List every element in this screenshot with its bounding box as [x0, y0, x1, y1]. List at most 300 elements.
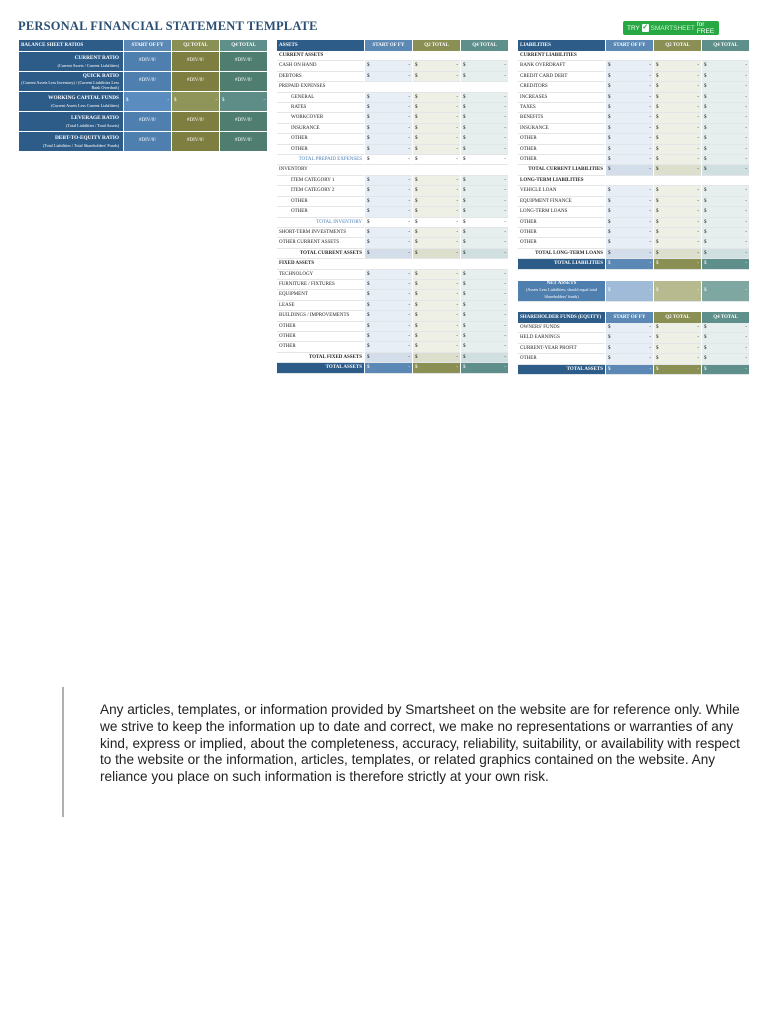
value-start[interactable] — [365, 353, 412, 363]
value-dash: - — [649, 63, 651, 69]
value-start[interactable] — [365, 363, 412, 373]
page-title: PERSONAL FINANCIAL STATEMENT TEMPLATE — [18, 19, 318, 33]
net-assets-label: NET ASSETS (Assets Less Liabilities; should equal total Shareholders' funds) — [518, 281, 605, 302]
ratio-row — [19, 72, 267, 92]
value-q4[interactable] — [702, 124, 749, 134]
ratio-label — [19, 132, 123, 152]
value-q2[interactable] — [413, 113, 460, 123]
currency-symbol: $ — [608, 115, 611, 121]
value-q4[interactable] — [702, 249, 749, 259]
currency-symbol: $ — [704, 345, 707, 351]
row-label: ITEM CATEGORY 2 — [277, 186, 364, 196]
value-q2[interactable] — [413, 176, 460, 186]
value-dash: - — [504, 198, 506, 204]
value-q4[interactable] — [461, 134, 508, 144]
value-start[interactable] — [606, 238, 653, 248]
value-dash: - — [649, 136, 651, 142]
value-q4[interactable] — [702, 103, 749, 113]
ratio-value-q4[interactable]: #DIV/0! — [220, 72, 267, 92]
ratio-value-start[interactable]: #DIV/0! — [124, 72, 171, 92]
value-q4[interactable] — [461, 145, 508, 155]
currency-symbol: $ — [367, 146, 370, 152]
ratio-name: LEVERAGE RATIO — [70, 115, 119, 122]
currency-symbol: $ — [704, 105, 707, 111]
value-q2[interactable] — [413, 124, 460, 134]
value-q4[interactable] — [461, 322, 508, 332]
row-label: CURRENT LIABILITIES — [518, 51, 605, 61]
badge-try: TRY — [627, 24, 640, 32]
ratio-value-start[interactable]: #DIV/0! — [124, 112, 171, 132]
value-start[interactable] — [606, 61, 653, 71]
ratio-value-q2[interactable]: #DIV/0! — [172, 72, 219, 92]
value-q2[interactable] — [413, 353, 460, 363]
currency-symbol: $ — [415, 125, 418, 131]
value-start[interactable] — [606, 145, 653, 155]
value-q2[interactable] — [654, 323, 701, 333]
value-dash: - — [456, 146, 458, 152]
value-q4[interactable] — [702, 238, 749, 248]
value-start[interactable] — [365, 93, 412, 103]
value-start[interactable] — [365, 103, 412, 113]
value-q4[interactable] — [702, 155, 749, 165]
value-dash: - — [697, 366, 699, 372]
ratio-value-start[interactable]: #DIV/0! — [124, 132, 171, 152]
value-start[interactable] — [606, 113, 653, 123]
currency-symbol: $ — [367, 229, 370, 235]
value-start[interactable] — [365, 311, 412, 321]
ratio-name: WORKING CAPITAL FUNDS — [48, 95, 119, 102]
value-q2[interactable] — [654, 344, 701, 354]
value-q4[interactable] — [702, 82, 749, 92]
currency-symbol: $ — [704, 63, 707, 69]
value-dash: - — [456, 271, 458, 277]
value-q4[interactable] — [702, 134, 749, 144]
value-q4[interactable] — [702, 323, 749, 333]
currency-symbol: $ — [704, 115, 707, 121]
value-q2[interactable] — [654, 259, 701, 269]
currency-symbol: $ — [656, 366, 659, 372]
ratio-value-q2[interactable]: #DIV/0! — [172, 52, 219, 72]
value-dash: - — [456, 125, 458, 131]
value-dash: - — [504, 105, 506, 111]
value-start[interactable] — [606, 323, 653, 333]
value-dash: - — [167, 98, 169, 104]
value-q4[interactable] — [702, 197, 749, 207]
value-dash: - — [745, 188, 747, 194]
ratio-value-start[interactable]: #DIV/0! — [124, 52, 171, 72]
value-start[interactable] — [365, 290, 412, 300]
value-q4 — [461, 259, 508, 269]
value-q4[interactable] — [461, 290, 508, 300]
value-q2 — [413, 82, 460, 92]
value-q2[interactable] — [413, 134, 460, 144]
value-q2[interactable] — [413, 249, 460, 259]
currency-symbol: $ — [367, 323, 370, 329]
value-dash: - — [504, 136, 506, 142]
value-start[interactable] — [606, 165, 653, 175]
value-q4[interactable] — [702, 93, 749, 103]
value-dash: - — [504, 344, 506, 350]
currency-symbol: $ — [415, 323, 418, 329]
row-label: INCREASES — [518, 93, 605, 103]
value-q2[interactable] — [413, 228, 460, 238]
disclaimer-box — [62, 687, 744, 817]
value-dash: - — [408, 344, 410, 350]
value-q4[interactable] — [461, 207, 508, 217]
value-start[interactable] — [606, 333, 653, 343]
value-q2[interactable] — [654, 165, 701, 175]
currency-symbol: $ — [463, 157, 466, 163]
ratio-row — [19, 112, 267, 132]
value-q2[interactable] — [654, 186, 701, 196]
value-start[interactable] — [606, 344, 653, 354]
value-start[interactable] — [365, 124, 412, 134]
row-label: FIXED ASSETS — [277, 259, 364, 269]
ratios-header: BALANCE SHEET RATIOS — [19, 40, 123, 52]
value-q4[interactable] — [702, 344, 749, 354]
value-start[interactable] — [365, 270, 412, 280]
currency-symbol: $ — [704, 167, 707, 173]
value-q2[interactable] — [654, 145, 701, 155]
currency-symbol: $ — [656, 167, 659, 173]
value-q2[interactable] — [413, 301, 460, 311]
value-q2[interactable] — [413, 270, 460, 280]
value-q2[interactable] — [654, 155, 701, 165]
table-row — [518, 103, 749, 113]
liabilities-header: LIABILITIES — [518, 40, 605, 51]
value-start[interactable] — [606, 228, 653, 238]
value-dash: - — [408, 188, 410, 194]
value-q4[interactable] — [461, 61, 508, 71]
value-start[interactable] — [365, 218, 412, 228]
value-dash: - — [504, 177, 506, 183]
value-start[interactable] — [365, 207, 412, 217]
table-row — [277, 332, 508, 342]
value-dash: - — [456, 115, 458, 121]
value-start[interactable] — [365, 228, 412, 238]
value-start[interactable] — [365, 155, 412, 165]
ratio-value-start[interactable] — [124, 92, 171, 112]
value-dash: - — [649, 366, 651, 372]
value-dash: - — [697, 188, 699, 194]
value-q2[interactable] — [413, 93, 460, 103]
value-start[interactable] — [365, 332, 412, 342]
row-label: OTHER — [277, 342, 364, 352]
value-q4[interactable] — [461, 311, 508, 321]
table-row — [518, 176, 749, 186]
value-q4[interactable] — [461, 280, 508, 290]
value-start[interactable] — [606, 155, 653, 165]
value-q4[interactable] — [702, 165, 749, 175]
value-start[interactable] — [606, 207, 653, 217]
value-q4[interactable] — [702, 228, 749, 238]
value-start[interactable] — [606, 72, 653, 82]
value-dash: - — [697, 115, 699, 121]
value-start[interactable] — [365, 197, 412, 207]
value-q2[interactable] — [413, 145, 460, 155]
value-start[interactable] — [606, 259, 653, 269]
row-label: TAXES — [518, 103, 605, 113]
row-label: BUILDINGS / IMPROVEMENTS — [277, 311, 364, 321]
value-q2[interactable] — [654, 72, 701, 82]
currency-symbol: $ — [415, 188, 418, 194]
currency-symbol: $ — [608, 146, 611, 152]
value-start[interactable] — [606, 103, 653, 113]
value-q4[interactable] — [461, 155, 508, 165]
currency-symbol: $ — [367, 73, 370, 79]
value-q2[interactable] — [413, 238, 460, 248]
value-dash: - — [697, 94, 699, 100]
value-dash: - — [649, 125, 651, 131]
value-q2[interactable] — [413, 332, 460, 342]
currency-symbol: $ — [367, 344, 370, 350]
value-start[interactable] — [606, 197, 653, 207]
row-label: TOTAL LONG-TERM LOANS — [518, 249, 605, 259]
currency-symbol: $ — [415, 73, 418, 79]
value-dash: - — [697, 356, 699, 362]
value-start[interactable] — [365, 145, 412, 155]
value-q4[interactable] — [461, 270, 508, 280]
value-start[interactable] — [606, 82, 653, 92]
value-dash: - — [504, 209, 506, 215]
value-q2[interactable] — [413, 311, 460, 321]
value-q4[interactable] — [702, 259, 749, 269]
table-row — [277, 259, 508, 269]
value-dash: - — [504, 323, 506, 329]
value-start[interactable] — [606, 365, 653, 375]
value-q4[interactable] — [461, 176, 508, 186]
ratio-value-q4[interactable]: #DIV/0! — [220, 132, 267, 152]
currency-symbol: $ — [367, 63, 370, 69]
currency-symbol: $ — [415, 94, 418, 100]
ratio-value-q4[interactable]: #DIV/0! — [220, 112, 267, 132]
value-q2[interactable] — [413, 197, 460, 207]
value-q4[interactable] — [461, 238, 508, 248]
currency-symbol: $ — [415, 240, 418, 246]
value-q4[interactable] — [461, 363, 508, 373]
value-q4[interactable] — [461, 301, 508, 311]
value-q2[interactable] — [654, 197, 701, 207]
value-q2[interactable] — [413, 103, 460, 113]
value-q2[interactable] — [654, 113, 701, 123]
ratio-value-q2[interactable]: #DIV/0! — [172, 112, 219, 132]
col-start: START OF FY — [124, 40, 171, 52]
value-start[interactable] — [365, 322, 412, 332]
row-label: WORKCOVER — [277, 113, 364, 123]
value-dash: - — [649, 240, 651, 246]
value-dash: - — [745, 325, 747, 330]
value-start[interactable] — [606, 249, 653, 259]
value-q2[interactable] — [654, 103, 701, 113]
value-q4[interactable] — [702, 365, 749, 375]
value-q2[interactable] — [654, 134, 701, 144]
value-q4[interactable] — [461, 249, 508, 259]
table-row — [277, 228, 508, 238]
value-q4[interactable] — [702, 186, 749, 196]
value-dash: - — [504, 125, 506, 131]
value-start[interactable] — [365, 72, 412, 82]
currency-symbol: $ — [704, 219, 707, 225]
value-start[interactable] — [606, 354, 653, 364]
value-q2[interactable] — [413, 280, 460, 290]
table-row — [277, 51, 508, 61]
table-row — [518, 134, 749, 144]
value-start[interactable] — [365, 249, 412, 259]
value-start[interactable] — [365, 176, 412, 186]
value-q4[interactable] — [461, 353, 508, 363]
value-start[interactable] — [365, 61, 412, 71]
value-start[interactable] — [365, 342, 412, 352]
currency-symbol: $ — [704, 198, 707, 204]
currency-symbol: $ — [367, 302, 370, 308]
value-q2[interactable] — [413, 207, 460, 217]
value-dash: - — [408, 219, 410, 225]
currency-symbol: $ — [174, 98, 177, 104]
value-q4[interactable] — [461, 218, 508, 228]
value-dash: - — [408, 333, 410, 339]
currency-symbol: $ — [656, 84, 659, 90]
currency-symbol: $ — [608, 63, 611, 69]
table-row — [277, 270, 508, 280]
value-q4[interactable] — [461, 332, 508, 342]
ratio-value-q4[interactable] — [220, 92, 267, 112]
currency-symbol: $ — [656, 219, 659, 225]
value-start[interactable] — [365, 280, 412, 290]
ratio-value-q2[interactable] — [172, 92, 219, 112]
net-assets-start: $ - — [606, 281, 653, 302]
value-q2[interactable] — [654, 333, 701, 343]
value-q4[interactable] — [461, 186, 508, 196]
value-dash: - — [697, 146, 699, 152]
value-q2[interactable] — [654, 228, 701, 238]
col-q4: Q4 TOTAL — [702, 312, 749, 323]
value-q4[interactable] — [461, 72, 508, 82]
value-dash: - — [456, 354, 458, 360]
value-q4[interactable] — [461, 342, 508, 352]
currency-symbol: $ — [463, 198, 466, 204]
currency-symbol: $ — [656, 63, 659, 69]
value-q4[interactable] — [702, 218, 749, 228]
value-dash: - — [649, 209, 651, 215]
value-q2[interactable] — [654, 93, 701, 103]
value-q2[interactable] — [413, 186, 460, 196]
value-q4[interactable] — [461, 197, 508, 207]
value-dash: - — [697, 325, 699, 330]
value-start[interactable] — [606, 134, 653, 144]
row-label: OTHER CURRENT ASSETS — [277, 238, 364, 248]
value-start[interactable] — [365, 301, 412, 311]
row-label: FURNITURE / FIXTURES — [277, 280, 364, 290]
value-dash: - — [649, 345, 651, 351]
value-q2[interactable] — [413, 363, 460, 373]
row-label: CASH ON HAND — [277, 61, 364, 71]
value-dash: - — [504, 63, 506, 69]
value-start[interactable] — [606, 124, 653, 134]
currency-symbol: $ — [415, 302, 418, 308]
value-q4[interactable] — [702, 207, 749, 217]
value-start[interactable] — [606, 93, 653, 103]
value-q2[interactable] — [654, 61, 701, 71]
value-q4[interactable] — [702, 354, 749, 364]
value-q4[interactable] — [702, 61, 749, 71]
value-start[interactable] — [365, 113, 412, 123]
row-label: TOTAL ASSETS — [518, 365, 605, 375]
row-label: DEBTORS — [277, 72, 364, 82]
value-start[interactable] — [365, 186, 412, 196]
value-dash: - — [745, 366, 747, 372]
value-q2[interactable] — [413, 61, 460, 71]
value-q2[interactable] — [413, 218, 460, 228]
value-q2[interactable] — [413, 72, 460, 82]
value-q2[interactable] — [413, 290, 460, 300]
value-dash: - — [697, 136, 699, 142]
row-label: TOTAL INVENTORY — [277, 218, 364, 228]
value-dash: - — [745, 146, 747, 152]
value-q2[interactable] — [413, 342, 460, 352]
value-start[interactable] — [365, 238, 412, 248]
value-dash: - — [649, 167, 651, 173]
funds-header: SHAREHOLDER FUNDS (EQUITY) — [518, 312, 605, 323]
value-q4[interactable] — [702, 333, 749, 343]
value-dash: - — [504, 313, 506, 319]
value-q2[interactable] — [654, 249, 701, 259]
currency-symbol: $ — [608, 219, 611, 225]
value-q2[interactable] — [413, 322, 460, 332]
table-row — [518, 113, 749, 123]
row-label: TOTAL PREPAID EXPENSES — [277, 155, 364, 165]
value-q4[interactable] — [461, 113, 508, 123]
value-q2[interactable] — [654, 207, 701, 217]
value-q4[interactable] — [702, 113, 749, 123]
value-q4[interactable] — [702, 145, 749, 155]
currency-symbol: $ — [656, 198, 659, 204]
value-q4[interactable] — [702, 72, 749, 82]
currency-symbol: $ — [463, 240, 466, 246]
currency-symbol: $ — [367, 219, 370, 225]
value-q2[interactable] — [654, 365, 701, 375]
currency-symbol: $ — [656, 125, 659, 131]
value-q4[interactable] — [461, 124, 508, 134]
value-dash: - — [649, 84, 651, 90]
value-start — [606, 51, 653, 61]
value-start — [365, 165, 412, 175]
ratio-value-q2[interactable]: #DIV/0! — [172, 132, 219, 152]
value-q2[interactable] — [654, 82, 701, 92]
value-dash: - — [649, 73, 651, 79]
value-q2[interactable] — [654, 124, 701, 134]
value-dash: - — [456, 281, 458, 287]
value-dash: - — [504, 229, 506, 235]
currency-symbol: $ — [463, 125, 466, 131]
currency-symbol: $ — [415, 313, 418, 319]
value-q2[interactable] — [413, 155, 460, 165]
currency-symbol: $ — [608, 84, 611, 90]
value-start[interactable] — [606, 218, 653, 228]
value-q2[interactable] — [654, 354, 701, 364]
value-q2[interactable] — [654, 218, 701, 228]
ratio-value-q4[interactable]: #DIV/0! — [220, 52, 267, 72]
table-row — [518, 228, 749, 238]
value-q4[interactable] — [461, 93, 508, 103]
value-q4[interactable] — [461, 228, 508, 238]
value-start[interactable] — [606, 186, 653, 196]
value-q4[interactable] — [461, 103, 508, 113]
table-row — [277, 322, 508, 332]
try-smartsheet-button[interactable] — [623, 21, 719, 35]
row-label: VEHICLE LOAN — [518, 186, 605, 196]
value-q2[interactable] — [654, 238, 701, 248]
value-start[interactable] — [365, 134, 412, 144]
